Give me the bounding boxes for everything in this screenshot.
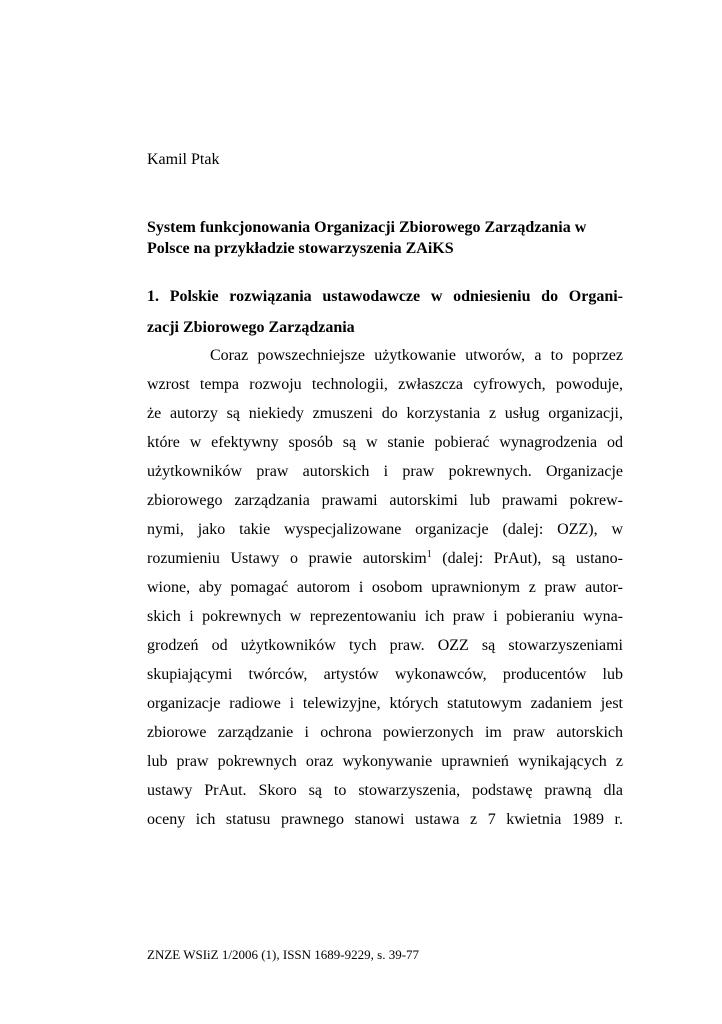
paper-title-line: System funkcjonowania Organizacji Zbiorowego Zarządzania w (147, 219, 587, 236)
body-text-line: oceny ich statusu prawnego stanowi ustawa z 7 kwietnia 1989 r. (147, 811, 623, 828)
body-text-line: grodzeń od użytkowników tych praw. OZZ są stowarzyszeniami (147, 637, 623, 654)
section-heading-line: zacji Zbiorowego Zarządzania (147, 319, 355, 336)
body-text-line: wione, aby pomagać autorom i osobom uprawnionym z praw autor- (147, 579, 623, 596)
body-text-line: które w efektywny sposób są w stanie pobierać wynagrodzenia od (147, 434, 623, 451)
body-text-line: skupiającymi twórców, artystów wykonawców, producentów lub (147, 666, 623, 683)
body-text-line: zbiorowe zarządzanie i ochrona powierzonych im praw autorskich (147, 724, 623, 741)
body-text-line: lub praw pokrewnych oraz wykonywanie uprawnień wynikających z (147, 753, 623, 770)
paper-title-line: Polsce na przykładzie stowarzyszenia ZAiKS (147, 240, 454, 257)
body-text-line: że autorzy są niekiedy zmuszeni do korzystania z usług organizacji, (147, 405, 623, 422)
body-text-line: organizacje radiowe i telewizyjne, których statutowym zadaniem jest (147, 695, 623, 712)
footnote-reference[interactable]: 1 (426, 549, 432, 560)
body-text-fragment: (dalej: PrAut), są ustano- (431, 550, 623, 567)
body-text-line-with-footnote (147, 549, 623, 569)
body-text-line: ustawy PrAut. Skoro są to stowarzyszenia, podstawę prawną dla (147, 782, 623, 799)
body-text-line: wzrost tempa rozwoju technologii, zwłaszcza cyfrowych, powoduje, (147, 376, 623, 393)
author-name: Kamil Ptak (147, 151, 220, 168)
body-text-fragment: rozumieniu Ustawy o prawie autorskim (147, 550, 427, 567)
section-heading-line: 1. Polskie rozwiązania ustawodawcze w odniesieniu do Organi- (147, 288, 623, 305)
body-text-line: nymi, jako takie wyspecjalizowane organizacje (dalej: OZZ), w (147, 521, 623, 538)
body-text-line: Coraz powszechniejsze użytkowanie utworów, a to poprzez (210, 347, 623, 364)
paper-title (147, 217, 627, 259)
page-footer-citation: ZNZE WSIiZ 1/2006 (1), ISSN 1689-9229, s. 39-77 (147, 947, 420, 962)
body-text-line: zbiorowego zarządzania prawami autorskimi lub prawami pokrew- (147, 492, 623, 509)
body-text-line: skich i pokrewnych w reprezentowaniu ich praw i pobieraniu wyna- (147, 608, 623, 625)
body-text-line: użytkowników praw autorskich i praw pokrewnych. Organizacje (147, 463, 623, 480)
